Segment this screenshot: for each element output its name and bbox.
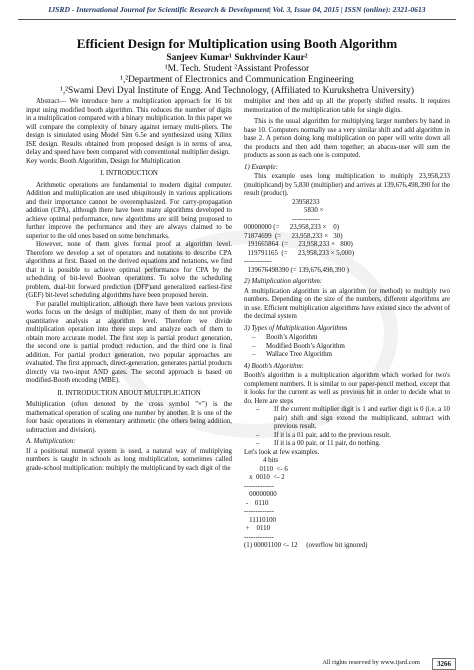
multiplication-paragraph-1: Multiplication (often denoted by the cross symbol "×") is the mathematical operation of scaling one number by another. It is one of the four basic operations in elementary arithmetic (the others being addition, subtraction and division). xyxy=(26,401,232,434)
calc-line: ------------- xyxy=(244,533,274,541)
page-footer xyxy=(0,657,474,669)
list-item: – If it is a 01 pair, add to the previous result. xyxy=(244,432,450,441)
subsection-multiplication: A. Multiplication: xyxy=(26,438,76,445)
left-column xyxy=(26,98,232,473)
list-item: – If it is a 00 pair, or 11 pair, do nothing. xyxy=(244,440,450,449)
multiplication-paragraph-2: If a positional numeral system is used, a natural way of multiplying numbers is taught in schools as long multiplication, sometimes called grade-school multiplication: multiply the multiplicand by each digit of the xyxy=(26,447,232,472)
header-rule xyxy=(18,19,456,20)
calc-line: + 0110 xyxy=(244,525,271,532)
example-paragraph: This example uses long multiplication to multiply 23,958,233 (multiplicand) by 5,830 (multiplier) and arrives at 139,676,498,390 for the result (product). xyxy=(244,173,450,197)
long-multiplication-paragraph: This is the usual algorithm for multiplying larger numbers by hand in base 10. Computers normally use a very similar shift and add algorithm in base 2. A person doing long multiplication on paper will write down all the products and then add them together; an abacus-user will sum the products as soon as each one is computed. xyxy=(244,118,450,159)
calc-line: - 0110 xyxy=(244,499,269,507)
list-item: – Wallace Tree Algorithm xyxy=(244,351,450,360)
booth-example-calculation xyxy=(244,457,450,551)
abstract: Abstract— We introduce here a multiplication approach for 16 bit input using modified booth algorithm. This reduces the number of digits in a multiplication compared with a binary multiplication. In this paper we will compare the complexity of binary against ternary multi-pliers. The design is simulated using Model Sim 6.5e and synthesized using Xilinx ISE design. Results obtained from proposed design is in terms of area, delay and speed have been compared with conventional multiplier design. xyxy=(26,98,232,156)
calc-line: ------------- xyxy=(244,508,274,515)
intro-paragraph-1: Arithmetic operations are fundamental to modern digital computer. Addition and multiplication are used ubiquitously in various applications and their importance cannot be overemphasized. For carry-propagation addition (CPA), although there have been many algorithms developed to achieve optimal performance, new algorithms are still being proposed to further improve the performance and they are always claimed to be superior to the old ones based on some benchmarks. xyxy=(26,181,232,240)
calc-line: 191665864 (= 23,958,233 × 800) xyxy=(244,241,353,248)
list-item: – Booth’s Algorithm xyxy=(244,334,450,343)
calc-line: 71874699 (= 23,958,233 × 30) xyxy=(244,232,343,240)
calc-line: 00000000 (= 23,958,233 × 0) xyxy=(244,224,340,231)
authors: Sanjeev Kumar¹ Sukhvinder Kaur² xyxy=(166,53,308,63)
booth-paragraph: Booth's algorithm is a multiplication algorithm which worked for two's complement numbers. It is similar to our paper-pencil method, except that it looks for the current as well as previous bit in order to decide what to do. Here are steps xyxy=(244,372,450,405)
calc-line: 5830 × xyxy=(292,207,324,214)
page-number: 3266 xyxy=(432,658,456,670)
list-item: – If the current multiplier digit is 1 and earlier digit is 0 (i.e. a 10 pair) shift and sign extend the multiplicand, subtract with previous result. xyxy=(244,406,450,432)
types-list xyxy=(244,334,450,360)
keywords: Key words: Booth Algorithm, Design for Multiplication xyxy=(26,157,181,165)
calc-line: ------------ xyxy=(292,215,320,223)
journal-header: IJSRD - International Journal for Scientific Research & Development| Vol. 3, Issue 04, 2015 | ISSN (online): 2321-0613 xyxy=(48,5,426,14)
section-heading-introduction: I. INTRODUCTION xyxy=(100,170,158,177)
list-item: – Modified Booth’s Algorithm xyxy=(244,343,450,352)
calc-line: 11110100 xyxy=(244,516,276,524)
intro-paragraph-3: For parallel multiplication, although there have been various previous works focus on the design of multiplier, many of them do not provide quantitative analysis at algorithm level. Therefore we divide multiplication operation into three steps and analyze each of them to obtain more accurate model. The first step is partial product generation, the second one is partial product reduction, and the third one is final addition. For partial product generation, two popular approaches are evaluated. The first approach, direct-generation, generates partial products directly via two-input AND gates. The second approach is based on modified-Booth encoding (MBE). xyxy=(26,300,232,384)
algorithm-paragraph: A multiplication algorithm is an algorithm (or method) to multiply two numbers. Depending on the size of the numbers, different algorithms are in use. Efficient multiplication algorithms have existed since the advent of the decimal system xyxy=(244,287,450,320)
calc-line: 139676498390 (= 139,676,498,390 ) xyxy=(244,266,349,274)
section-heading-multiplication: II. INTRODUCTION ABOUT MULTIPLICATION xyxy=(57,389,201,397)
examples-intro: Let's look at few examples. xyxy=(244,448,320,456)
affiliation-institute: ¹,²Swami Devi Dyal Institute of Engg. And Technology, (Affiliated to Kurukshetra University) xyxy=(60,86,414,96)
footer-copyright: All rights reserved by www.ijsrd.com xyxy=(322,659,420,666)
example-heading: 1) Example: xyxy=(244,163,278,171)
paper-title: Efficient Design for Multiplication using Booth Algorithm xyxy=(76,36,398,51)
right-column xyxy=(244,98,450,551)
calc-line: 4 bits xyxy=(244,457,279,464)
calc-line: 00000000 xyxy=(244,491,277,498)
calc-line: (1) 00001100 <- 12 (overflow bit ignored) xyxy=(244,542,368,549)
calc-line: 119791165 (= 23,958,233 × 5,000) xyxy=(244,249,355,257)
calc-line: ------------- xyxy=(244,482,274,490)
intro-paragraph-2: However, none of them gives formal proof at algorithm level. Therefore we develop a set of operators and notations to describe CPA algorithms at first. Based on the derived equations and notations, we find that it is possible to achieve optimal performance for CPA by the scheduling of bit-level Boolean operations. To solve the scheduling problem, dual-bit forward prediction (DFP)and generalized earliest-first (GEF) bit-level scheduling algorithms have been proposed herein. xyxy=(26,241,232,299)
affiliation-roles: ¹M. Tech. Student ²Assistant Professor xyxy=(164,64,310,74)
algorithm-heading: 2) Multiplication algorithm: xyxy=(244,278,323,285)
calc-line: 23958233 xyxy=(292,198,320,206)
calc-line: ------------ xyxy=(244,258,272,265)
continued-paragraph: multiplier and then add up all the properly shifted results. It requires memorization of the multiplication table for single digits. xyxy=(244,98,450,114)
calculation-rows xyxy=(244,224,450,275)
calc-line: 0110 <- 6 xyxy=(244,465,288,473)
calc-line: x 0010 <- 2 xyxy=(244,474,285,481)
booth-steps xyxy=(244,406,450,449)
affiliation-department: ¹,²Department of Electronics and Communication Engineering xyxy=(120,75,354,85)
calculation-block xyxy=(244,199,450,225)
types-heading: 3) Types of Multiplication Algorithms xyxy=(244,324,348,332)
booth-heading: 4) Booth’s Algorithm: xyxy=(244,362,304,370)
